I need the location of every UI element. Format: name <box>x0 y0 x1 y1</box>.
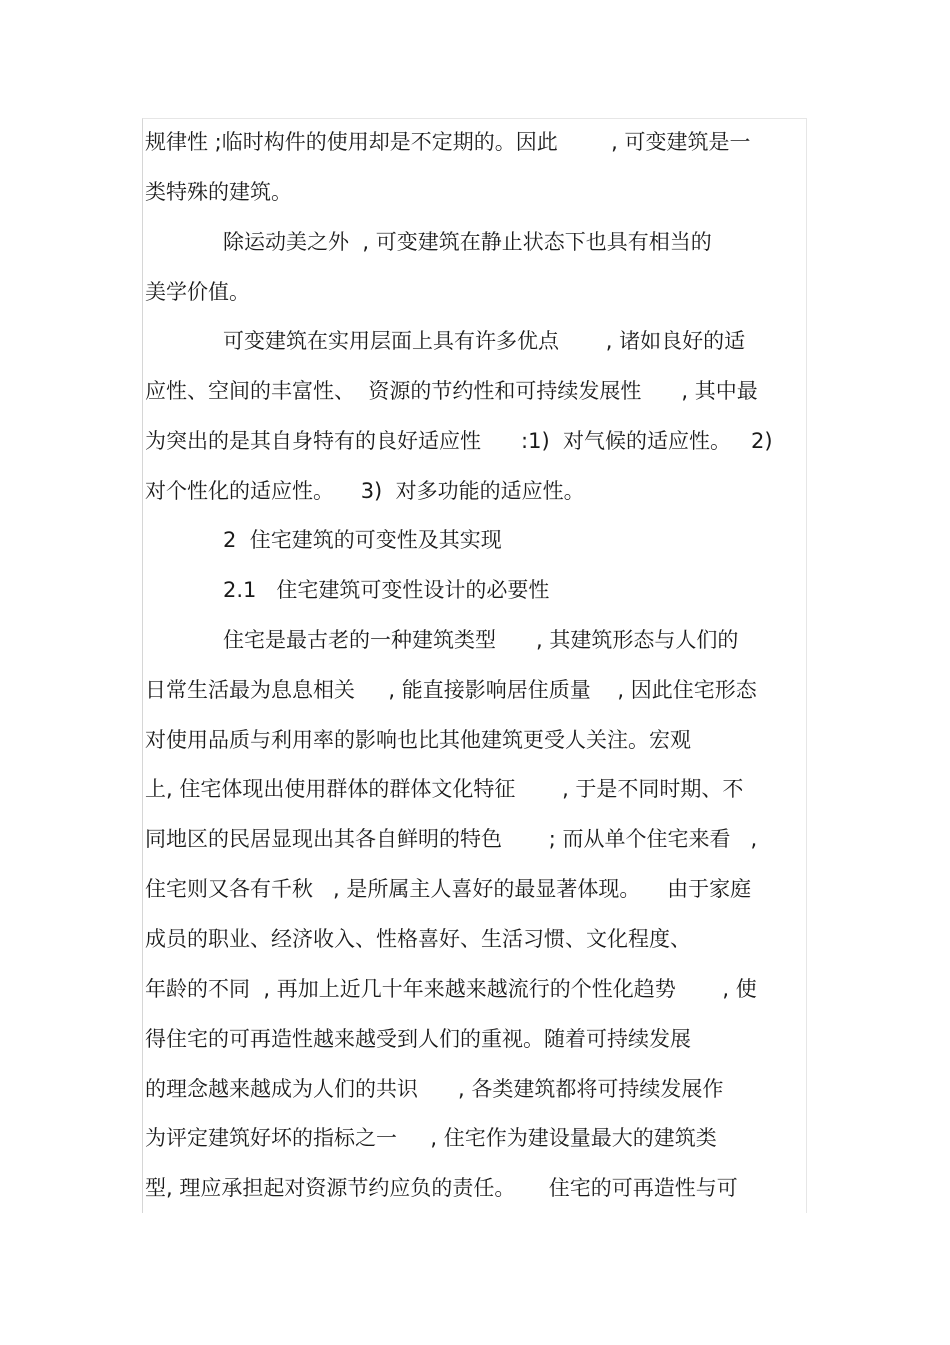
text-line: 的理念越来越成为人们的共识 , 各类建筑都将可持续发展作 <box>145 1077 724 1101</box>
text-line: 成员的职业、经济收入、性格喜好、生活习惯、文化程度、 <box>145 927 691 951</box>
text-line: 为评定建筑好坏的指标之一 , 住宅作为建设量最大的建筑类 <box>145 1126 717 1150</box>
text-line: 类特殊的建筑。 <box>145 180 292 204</box>
text-line: 除运动美之外 , 可变建筑在静止状态下也具有相当的 <box>223 230 712 254</box>
text-line: 对使用品质与利用率的影响也比其他建筑更受人关注。宏观 <box>145 728 691 752</box>
text-line: 对个性化的适应性。 3) 对多功能的适应性。 <box>145 479 585 503</box>
text-line: 住宅则又各有千秋 , 是所属主人喜好的最显著体现。 由于家庭 <box>145 877 752 901</box>
text-line: 同地区的民居显现出其各自鲜明的特色 ; 而从单个住宅来看 , <box>145 827 758 851</box>
text-line: 规律性 ;临时构件的使用却是不定期的。因此 , 可变建筑是一 <box>145 130 751 154</box>
text-line: 日常生活最为息息相关 , 能直接影响居住质量 , 因此住宅形态 <box>145 678 757 702</box>
section-heading: 2 住宅建筑的可变性及其实现 <box>223 528 502 552</box>
text-line: 为突出的是其自身特有的良好适应性 :1) 对气候的适应性。 2) <box>145 429 773 453</box>
text-line: 住宅是最古老的一种建筑类型 , 其建筑形态与人们的 <box>223 628 739 652</box>
subsection-heading: 2.1 住宅建筑可变性设计的必要性 <box>223 578 550 602</box>
text-line: 年龄的不同 , 再加上近几十年来越来越流行的个性化趋势 , 使 <box>145 977 757 1001</box>
text-line: 上, 住宅体现出使用群体的群体文化特征 , 于是不同时期、不 <box>145 777 744 801</box>
text-line: 美学价值。 <box>145 280 250 304</box>
text-line: 型, 理应承担起对资源节约应负的责任。 住宅的可再造性与可 <box>145 1176 738 1200</box>
text-line: 得住宅的可再造性越来越受到人们的重视。随着可持续发展 <box>145 1027 691 1051</box>
text-line: 应性、空间的丰富性、 资源的节约性和可持续发展性 , 其中最 <box>145 379 758 403</box>
text-line: 可变建筑在实用层面上具有许多优点 , 诸如良好的适 <box>223 329 746 353</box>
